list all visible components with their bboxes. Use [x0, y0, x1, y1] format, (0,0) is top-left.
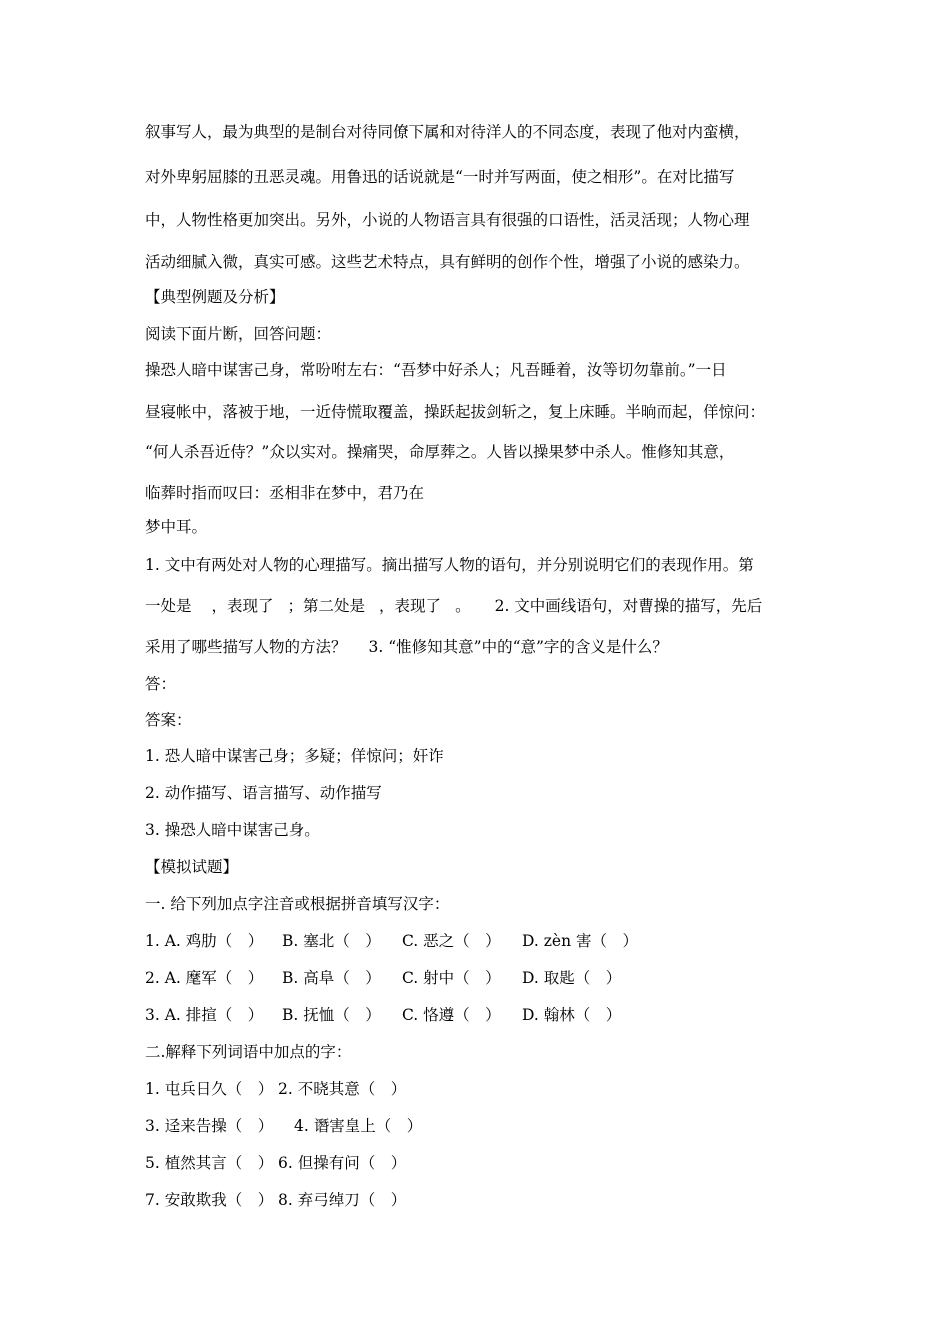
part2-item: 5. 植然其言（ ） [145, 1154, 274, 1172]
part1-item: C. 恶之（ ） [402, 932, 501, 950]
part1-item: 2. A. 麾军（ ） [145, 969, 264, 987]
part1-item: C. 恪遵（ ） [402, 1006, 501, 1024]
answer-item: 1. 恐人暗中谋害己身；多疑；佯惊问；奸诈 [145, 747, 444, 765]
part1-item: 3. A. 排揎（ ） [145, 1006, 264, 1024]
passage-line-3: “何人杀吾近侍？”众以实对。操痛哭，命厚葬之。人皆以操果梦中杀人。惟修知其意， [145, 443, 735, 461]
answer-item: 3. 操恐人暗中谋害己身。 [145, 821, 320, 839]
answer-item: 2. 动作描写、语言描写、动作描写 [145, 784, 382, 802]
section-heading-example: 【典型例题及分析】 [145, 288, 285, 306]
passage-line-5: 梦中耳。 [145, 518, 208, 536]
instruction-text: 阅读下面片断，回答问题： [145, 325, 332, 343]
part2-item: 3. 迳来告操（ ） [145, 1117, 274, 1135]
question-line-1: 1. 文中有两处对人物的心理描写。摘出描写人物的语句，并分别说明它们的表现作用。第 [145, 556, 754, 574]
part2-item: 6. 但操有问（ ） [278, 1154, 407, 1172]
intro-line-2: 对外卑躬屈膝的丑恶灵魂。用鲁迅的话说就是“一时并写两面，使之相形”。在对比描写 [145, 168, 735, 186]
question-fragment: 一处是 [145, 597, 192, 615]
intro-line-4: 活动细腻入微，真实可感。这些艺术特点，具有鲜明的创作个性，增强了小说的感染力。 [145, 253, 750, 271]
passage-line-4: 临葬时指而叹曰：丞相非在梦中，君乃在 [145, 484, 425, 502]
part2-item: 2. 不晓其意（ ） [278, 1080, 407, 1098]
question-fragment: 3. “惟修知其意”中的“意”字的含义是什么？ [368, 638, 668, 656]
question-fragment: 采用了哪些描写人物的方法？ [145, 638, 347, 656]
part2-item: 7. 安敢欺我（ ） [145, 1191, 274, 1209]
part1-item: D. zèn 害（ ） [522, 932, 638, 950]
intro-line-3: 中，人物性格更加突出。另外，小说的人物语言具有很强的口语性，活灵活现；人物心理 [145, 211, 750, 229]
section-heading-mock: 【模拟试题】 [145, 858, 239, 876]
part1-item: C. 射中（ ） [402, 969, 501, 987]
question-fragment: 2. 文中画线语句，对曹操的描写，先后 [494, 597, 763, 615]
part2-title: 二.解释下列词语中加点的字： [145, 1043, 352, 1061]
part2-item: 8. 弃弓绰刀（ ） [278, 1191, 407, 1209]
question-line-3 [145, 637, 668, 657]
part2-item: 1. 屯兵日久（ ） [145, 1080, 274, 1098]
part1-item: 1. A. 鸡肋（ ） [145, 932, 264, 950]
answer-key-label: 答案： [145, 711, 192, 729]
part1-item: B. 塞北（ ） [282, 932, 381, 950]
question-fragment: ；第二处是 [287, 597, 366, 615]
passage-line-1: 操恐人暗中谋害己身，常吩咐左右：“吾梦中好杀人；凡吾睡着，汝等切勿靠前。”一日 [145, 361, 727, 379]
part2-item: 4. 谮害皇上（ ） [294, 1117, 423, 1135]
passage-line-2: 昼寝帐中，落被于地，一近侍慌取覆盖，操跃起拔剑斩之，复上床睡。半晌而起，佯惊问： [145, 403, 766, 421]
question-fragment: ，表现了 [379, 597, 442, 615]
part1-title: 一. 给下列加点字注音或根据拼音填写汉字： [145, 895, 450, 913]
part1-item: B. 抚恤（ ） [282, 1006, 381, 1024]
question-fragment: 。 [455, 597, 471, 615]
part1-item: D. 翰林（ ） [522, 1006, 622, 1024]
answer-label: 答： [145, 675, 177, 693]
intro-line-1: 叙事写人，最为典型的是制台对待同僚下属和对待洋人的不同态度，表现了他对内蛮横， [145, 123, 750, 141]
question-line-2 [145, 596, 762, 616]
question-fragment: ，表现了 [211, 597, 274, 615]
part1-item: B. 高阜（ ） [282, 969, 381, 987]
part1-item: D. 取匙（ ） [522, 969, 622, 987]
